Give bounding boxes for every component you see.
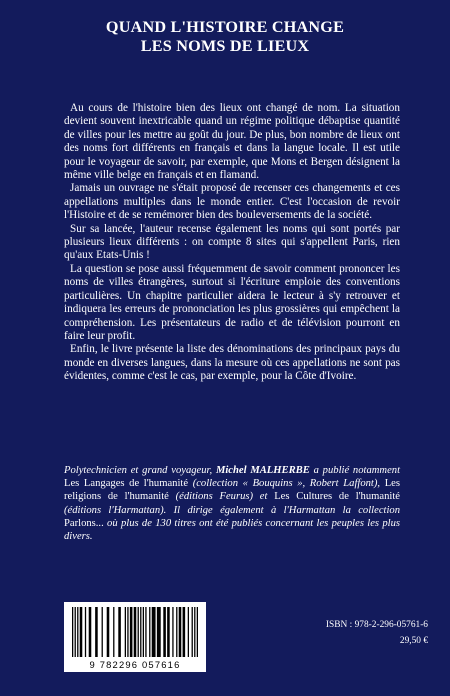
barcode-bar <box>130 607 133 657</box>
barcode-bar <box>113 607 114 657</box>
book-title <box>0 18 450 56</box>
barcode-bar <box>125 607 126 657</box>
barcode-digits: 9 782296 057616 <box>89 659 181 670</box>
barcode-bar <box>89 607 92 657</box>
author-name: Michel MALHERBE <box>215 465 310 476</box>
book-title-3: Les Cultures de l'humanité <box>274 491 400 503</box>
barcode-bar <box>176 607 177 657</box>
author-bio <box>64 464 400 543</box>
bio-text-3: (éditions Feurus) et <box>175 491 268 503</box>
blurb-paragraph-1: Au cours de l'histoire bien des lieux ont changé de nom. La situation devient souvent inextricable quand un régime politique débaptise quantité de villes pour les mettre au goût du jour. De plus, bon nombre de lieux ont des noms fort différents en français et dans la langue locale. Il est utile pour le voyageur de savoir, par exemple, que Mons et Bergen désignent la même ville belge en français et en flamand. <box>64 102 400 182</box>
barcode-bar <box>157 607 161 657</box>
bio-text-1: a publié notamment <box>313 465 401 476</box>
barcode-bar <box>152 607 156 657</box>
barcode-bar <box>172 607 173 657</box>
barcode-bar <box>138 607 139 657</box>
barcode-bar <box>127 607 128 657</box>
title-line-2: LES NOMS DE LIEUX <box>140 37 310 55</box>
barcode-bar <box>145 607 146 657</box>
barcode-bar <box>77 607 78 657</box>
blurb-paragraph-3: Sur sa lancée, l'auteur recense également les noms qui sont portés par plusieurs lieux différents : on compte 8 sites qui s'appellent Paris, rien qu'aux Etats-Unis ! <box>64 222 400 262</box>
book-title-2: Les religions de l'humanité <box>64 478 400 503</box>
bio-intro: Polytechnicien et grand voyageur, <box>64 465 213 476</box>
blurb-paragraph-2: Jamais un ouvrage ne s'était proposé de recenser ces changements et ces appellations multiples dans le monde entier. C'est l'occasion de revoir l'Histoire et de se remémorer bien des bouleversements de la société. <box>64 182 400 222</box>
barcode-bar <box>75 607 76 657</box>
barcode-bar <box>134 607 137 657</box>
barcode-bar <box>72 607 73 657</box>
barcode-bar <box>179 607 182 657</box>
barcode-bar <box>143 607 144 657</box>
barcode-bar <box>194 607 195 657</box>
isbn-block <box>326 617 428 649</box>
book-title-1: Les Langages de l'humanité <box>64 478 189 490</box>
bio-text-5: où plus de 130 titres ont été publiés concernant les peuples les plus divers. <box>64 517 400 543</box>
barcode-bar <box>95 607 98 657</box>
barcode-bar <box>163 607 166 657</box>
barcode-bar <box>140 607 141 657</box>
blurb-paragraph-5: Enfin, le livre présente la liste des dénominations des principaux pays du monde en diverses langues, dans la mesure où ces appellations ne sont pas évidentes, comme c'est le cas, par exemple, pour la Côte d'Ivoire. <box>64 343 400 383</box>
title-line-1: QUAND L'HISTOIRE CHANGE <box>105 18 345 36</box>
bio-text-4: (éditions l'Harmattan). Il dirige également à l'Harmattan la collection <box>64 504 400 516</box>
barcode-bar <box>107 607 110 657</box>
barcode-bar <box>167 607 170 657</box>
barcode-bar <box>85 607 86 657</box>
barcode-bar <box>118 607 121 657</box>
barcode <box>64 602 206 672</box>
blurb <box>64 102 400 384</box>
isbn-number: ISBN : 978-2-296-05761-6 <box>325 620 428 630</box>
barcode-bar <box>192 607 193 657</box>
barcode-bar <box>197 607 198 657</box>
barcode-bars <box>64 602 206 660</box>
book-title-4: Parlons... <box>64 517 104 529</box>
barcode-bar <box>188 607 189 657</box>
bio-text-2: (collection « Bouquins », Robert Laffont), <box>192 478 381 490</box>
barcode-bar <box>183 607 186 657</box>
price: 29,50 € <box>399 636 428 646</box>
barcode-bar <box>102 607 103 657</box>
blurb-paragraph-4: La question se pose aussi fréquemment de savoir comment prononcer les noms de villes étrangères, surtout si l'écriture emploie des conventions particulières. Un chapitre particulier aidera le lecteur à s'y retrouver et indiquera les erreurs de prononciation les plus grossières qui empêchent la compréhension. Les présentateurs de radio et de télévision pourront en faire leur profit. <box>64 262 400 342</box>
barcode-bar <box>149 607 150 657</box>
barcode-bar <box>80 607 83 657</box>
